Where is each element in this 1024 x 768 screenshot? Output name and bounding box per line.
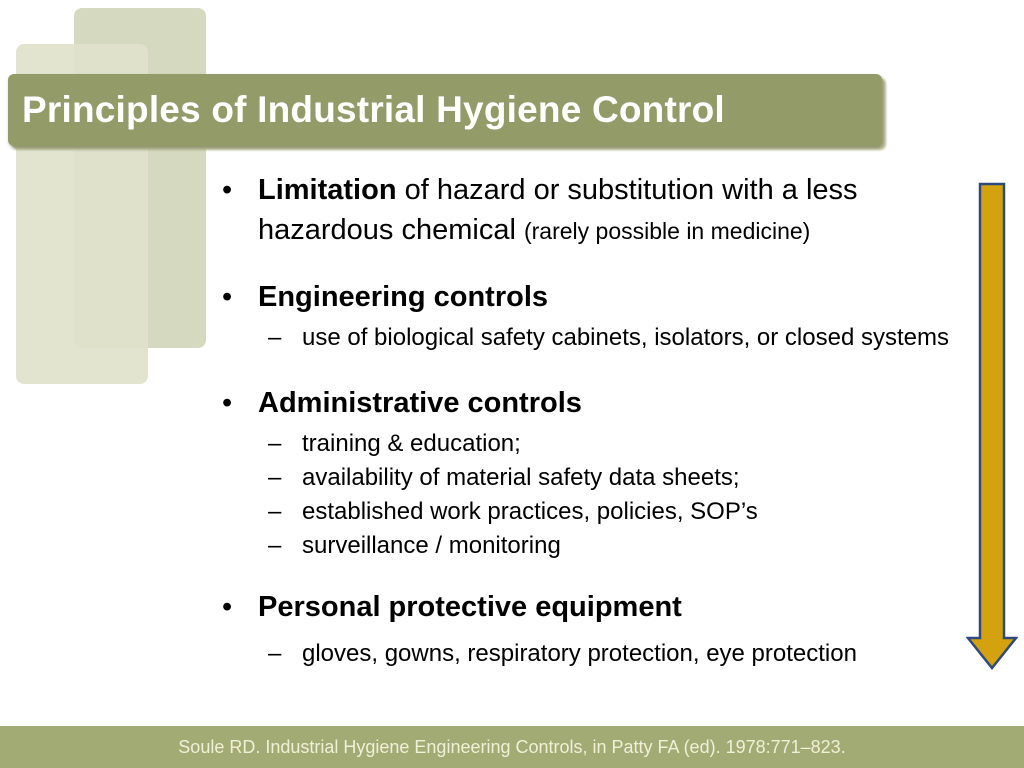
sub-item-text: surveillance / monitoring [302,532,561,559]
bullet-marker: • [222,281,233,313]
sub-item [214,461,966,495]
bullet-list [214,170,966,671]
sub-item-text: training & education; [302,430,521,457]
sub-item [214,427,966,461]
down-arrow-icon [966,182,1018,672]
sub-list [214,427,966,563]
sub-item [214,321,966,355]
sub-list [214,637,966,671]
footer-citation: Soule RD. Industrial Hygiene Engineering Controls, in Patty FA (ed). 1978:771–823. [178,736,846,757]
slide-title: Principles of Industrial Hygiene Control [22,89,725,130]
bullet-marker: • [222,591,233,623]
sub-marker: – [268,640,282,667]
sub-item [214,529,966,563]
bullet-heading: Personal protective equipment [258,591,682,623]
sub-marker: – [268,498,282,525]
sub-item-text: availability of material safety data sheets; [302,464,740,491]
bullet-item-ppe [214,587,966,671]
sub-marker: – [268,532,282,559]
bullet-note: (rarely possible in medicine) [523,218,811,244]
sub-item [214,495,966,529]
sub-item-text: use of biological safety cabinets, isolators, or closed systems [302,324,949,351]
bullet-marker: • [222,174,233,206]
bullet-item-administrative [214,383,966,563]
sub-item [214,637,966,671]
bullet-item-engineering [214,277,966,355]
sub-marker: – [268,430,282,457]
title-bar [8,74,882,146]
sub-marker: – [268,324,282,351]
bullet-heading: Administrative controls [258,387,582,419]
bullet-marker: • [222,387,233,419]
bullet-heading: Limitation [258,174,397,206]
bullet-text: of hazard or substitution with a less hazardous chemical [258,174,858,246]
bullet-heading: Engineering controls [258,281,549,313]
sub-item-text: established work practices, policies, SOP’s [302,498,758,525]
sub-item-text: gloves, gowns, respiratory protection, eye protection [302,640,857,667]
sub-marker: – [268,464,282,491]
sub-list [214,321,966,355]
bullet-item-limitation [214,170,966,251]
down-arrow-shape [968,184,1016,668]
footer-bar [0,726,1024,768]
